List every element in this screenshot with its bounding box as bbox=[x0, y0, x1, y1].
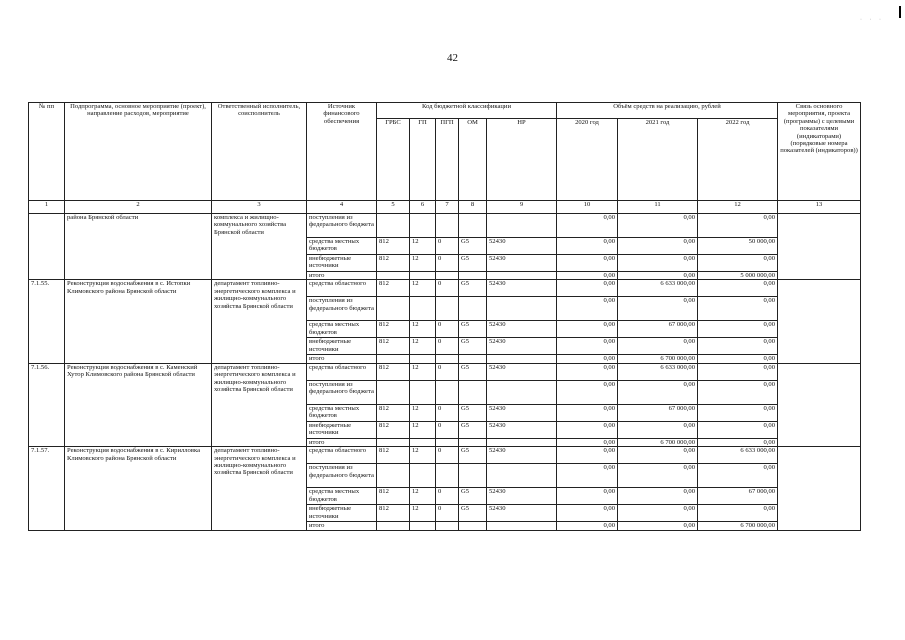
code-pgp: 0 bbox=[436, 505, 459, 522]
funding-source: средства областного bbox=[307, 280, 377, 297]
table-row bbox=[29, 280, 861, 297]
amount-2021: 0,00 bbox=[618, 214, 698, 238]
column-number-cell: 4 bbox=[307, 201, 377, 214]
amount-2020: 0,00 bbox=[557, 505, 618, 522]
funding-source: средства местных бюджетов bbox=[307, 321, 377, 338]
code-grbs bbox=[377, 214, 410, 238]
code-pgp: 0 bbox=[436, 447, 459, 464]
amount-2020: 0,00 bbox=[557, 338, 618, 355]
amount-2020: 0,00 bbox=[557, 522, 618, 530]
column-number-cell: 2 bbox=[65, 201, 212, 214]
amount-2022: 67 000,00 bbox=[698, 488, 778, 505]
code-om: G5 bbox=[459, 255, 487, 272]
code-grbs bbox=[377, 464, 410, 488]
column-number-cell: 13 bbox=[778, 201, 861, 214]
code-nr bbox=[487, 380, 557, 404]
code-om bbox=[459, 272, 487, 280]
code-grbs bbox=[377, 438, 410, 446]
code-om: G5 bbox=[459, 505, 487, 522]
table-row bbox=[29, 447, 861, 464]
amount-2020: 0,00 bbox=[557, 255, 618, 272]
funding-source: поступления из федерального бюджета bbox=[307, 214, 377, 238]
code-pgp: 0 bbox=[436, 363, 459, 380]
amount-2020: 0,00 bbox=[557, 355, 618, 363]
funding-source: средства местных бюджетов bbox=[307, 488, 377, 505]
amount-2021: 67 000,00 bbox=[618, 404, 698, 421]
funding-source: внебюджетные источники bbox=[307, 505, 377, 522]
amount-2020: 0,00 bbox=[557, 464, 618, 488]
funding-source: итого bbox=[307, 272, 377, 280]
funding-source: средства областного bbox=[307, 447, 377, 464]
column-number-cell: 8 bbox=[459, 201, 487, 214]
header-source: Источник финансового обеспечения bbox=[307, 103, 377, 201]
header-executor: Ответственный исполнитель, соисполнитель bbox=[212, 103, 307, 201]
amount-2022: 6 633 000,00 bbox=[698, 447, 778, 464]
header-program: Подпрограмма, основное мероприятие (проект), направление расходов, мероприятие bbox=[65, 103, 212, 201]
budget-table bbox=[28, 102, 861, 531]
code-nr: 52430 bbox=[487, 488, 557, 505]
code-gp bbox=[410, 438, 436, 446]
amount-2022: 0,00 bbox=[698, 404, 778, 421]
amount-2020: 0,00 bbox=[557, 438, 618, 446]
amount-2022: 0,00 bbox=[698, 255, 778, 272]
funding-source: внебюджетные источники bbox=[307, 421, 377, 438]
code-pgp: 0 bbox=[436, 255, 459, 272]
amount-2020: 0,00 bbox=[557, 380, 618, 404]
code-gp: 12 bbox=[410, 280, 436, 297]
code-gp bbox=[410, 380, 436, 404]
code-pgp: 0 bbox=[436, 488, 459, 505]
code-grbs bbox=[377, 355, 410, 363]
code-gp: 12 bbox=[410, 447, 436, 464]
amount-2022: 5 000 000,00 bbox=[698, 272, 778, 280]
code-gp: 12 bbox=[410, 421, 436, 438]
amount-2021: 0,00 bbox=[618, 421, 698, 438]
code-pgp: 0 bbox=[436, 404, 459, 421]
amount-2021: 0,00 bbox=[618, 238, 698, 255]
code-nr bbox=[487, 355, 557, 363]
funding-source: внебюджетные источники bbox=[307, 255, 377, 272]
code-om bbox=[459, 355, 487, 363]
code-pgp bbox=[436, 380, 459, 404]
code-gp: 12 bbox=[410, 488, 436, 505]
indicator-link bbox=[778, 280, 861, 363]
funding-source: итого bbox=[307, 438, 377, 446]
code-nr: 52430 bbox=[487, 421, 557, 438]
code-om bbox=[459, 380, 487, 404]
header-2021: 2021 год bbox=[618, 119, 698, 201]
amount-2022: 0,00 bbox=[698, 505, 778, 522]
header-2022: 2022 год bbox=[698, 119, 778, 201]
code-nr: 52430 bbox=[487, 321, 557, 338]
funding-source: внебюджетные источники bbox=[307, 338, 377, 355]
activity-number: 7.1.55. bbox=[29, 280, 65, 363]
code-om: G5 bbox=[459, 321, 487, 338]
amount-2021: 6 700 000,00 bbox=[618, 438, 698, 446]
code-grbs: 812 bbox=[377, 363, 410, 380]
code-nr bbox=[487, 297, 557, 321]
code-om bbox=[459, 522, 487, 530]
funding-source: средства областного bbox=[307, 363, 377, 380]
code-gp bbox=[410, 214, 436, 238]
code-grbs: 812 bbox=[377, 488, 410, 505]
code-gp: 12 bbox=[410, 363, 436, 380]
code-om: G5 bbox=[459, 338, 487, 355]
header-nr: НР bbox=[487, 119, 557, 201]
amount-2021: 0,00 bbox=[618, 505, 698, 522]
funding-source: поступления из федерального бюджета bbox=[307, 464, 377, 488]
code-gp: 12 bbox=[410, 338, 436, 355]
page-number: 42 bbox=[447, 52, 458, 64]
code-nr: 52430 bbox=[487, 255, 557, 272]
table-row bbox=[29, 363, 861, 380]
column-number-cell: 11 bbox=[618, 201, 698, 214]
amount-2021: 0,00 bbox=[618, 447, 698, 464]
activity-name: Реконструкция водоснабжения в с. Кирилловка Климовского района Брянской области bbox=[65, 447, 212, 530]
amount-2021: 67 000,00 bbox=[618, 321, 698, 338]
activity-executor: департамент топливно-энергетического комплекса и жилищно-коммунального хозяйства Брянской области bbox=[212, 363, 307, 446]
code-pgp: 0 bbox=[436, 338, 459, 355]
amount-2021: 0,00 bbox=[618, 255, 698, 272]
header-budget-code: Код бюджетной классификации bbox=[377, 103, 557, 119]
code-grbs: 812 bbox=[377, 404, 410, 421]
column-number-cell: 12 bbox=[698, 201, 778, 214]
code-om bbox=[459, 438, 487, 446]
amount-2022: 0,00 bbox=[698, 321, 778, 338]
amount-2020: 0,00 bbox=[557, 363, 618, 380]
code-om: G5 bbox=[459, 421, 487, 438]
amount-2020: 0,00 bbox=[557, 297, 618, 321]
code-pgp bbox=[436, 438, 459, 446]
funding-source: поступления из федерального бюджета bbox=[307, 297, 377, 321]
header-link: Связь основного мероприятия, проекта (программы) с целевыми показателями (индикаторами) (порядковые номера показателей (индикаторов)) bbox=[778, 103, 861, 201]
amount-2021: 0,00 bbox=[618, 464, 698, 488]
code-nr: 52430 bbox=[487, 363, 557, 380]
activity-number: 7.1.57. bbox=[29, 447, 65, 530]
code-pgp bbox=[436, 214, 459, 238]
code-grbs: 812 bbox=[377, 238, 410, 255]
code-pgp: 0 bbox=[436, 280, 459, 297]
code-om bbox=[459, 214, 487, 238]
code-om: G5 bbox=[459, 238, 487, 255]
activity-number: 7.1.56. bbox=[29, 363, 65, 446]
code-gp bbox=[410, 272, 436, 280]
amount-2022: 0,00 bbox=[698, 297, 778, 321]
code-grbs bbox=[377, 272, 410, 280]
amount-2022: 0,00 bbox=[698, 438, 778, 446]
column-number-row bbox=[29, 201, 861, 214]
activity-executor: комплекса и жилищно-коммунального хозяйства Брянской области bbox=[212, 214, 307, 280]
amount-2022: 0,00 bbox=[698, 464, 778, 488]
activity-executor: департамент топливно-энергетического комплекса и жилищно-коммунального хозяйства Брянской области bbox=[212, 447, 307, 530]
amount-2021: 0,00 bbox=[618, 297, 698, 321]
amount-2022: 0,00 bbox=[698, 355, 778, 363]
indicator-link bbox=[778, 447, 861, 530]
amount-2022: 0,00 bbox=[698, 214, 778, 238]
amount-2021: 0,00 bbox=[618, 338, 698, 355]
amount-2021: 0,00 bbox=[618, 380, 698, 404]
code-grbs: 812 bbox=[377, 255, 410, 272]
code-om bbox=[459, 297, 487, 321]
amount-2022: 50 000,00 bbox=[698, 238, 778, 255]
amount-2021: 0,00 bbox=[618, 488, 698, 505]
code-nr: 52430 bbox=[487, 505, 557, 522]
indicator-link bbox=[778, 363, 861, 446]
column-number-cell: 1 bbox=[29, 201, 65, 214]
amount-2020: 0,00 bbox=[557, 421, 618, 438]
amount-2020: 0,00 bbox=[557, 238, 618, 255]
funding-source: итого bbox=[307, 522, 377, 530]
amount-2021: 6 633 000,00 bbox=[618, 280, 698, 297]
code-om: G5 bbox=[459, 363, 487, 380]
code-grbs bbox=[377, 522, 410, 530]
funding-source: средства местных бюджетов bbox=[307, 238, 377, 255]
code-nr: 52430 bbox=[487, 338, 557, 355]
amount-2020: 0,00 bbox=[557, 280, 618, 297]
code-nr bbox=[487, 464, 557, 488]
code-grbs: 812 bbox=[377, 321, 410, 338]
amount-2021: 0,00 bbox=[618, 272, 698, 280]
code-grbs: 812 bbox=[377, 421, 410, 438]
amount-2022: 0,00 bbox=[698, 421, 778, 438]
amount-2022: 0,00 bbox=[698, 338, 778, 355]
amount-2022: 0,00 bbox=[698, 380, 778, 404]
activity-number bbox=[29, 214, 65, 280]
header-gp: ГП bbox=[410, 119, 436, 201]
code-nr: 52430 bbox=[487, 447, 557, 464]
column-number-cell: 7 bbox=[436, 201, 459, 214]
header-pgp: ПГП bbox=[436, 119, 459, 201]
header-grbs: ГРБС bbox=[377, 119, 410, 201]
header-num: № пп bbox=[29, 103, 65, 201]
code-gp bbox=[410, 355, 436, 363]
code-nr bbox=[487, 522, 557, 530]
code-grbs bbox=[377, 380, 410, 404]
code-om: G5 bbox=[459, 447, 487, 464]
code-gp bbox=[410, 522, 436, 530]
code-pgp bbox=[436, 297, 459, 321]
code-om: G5 bbox=[459, 404, 487, 421]
column-number-cell: 9 bbox=[487, 201, 557, 214]
code-pgp bbox=[436, 355, 459, 363]
amount-2021: 0,00 bbox=[618, 522, 698, 530]
code-pgp: 0 bbox=[436, 321, 459, 338]
indicator-link bbox=[778, 214, 861, 280]
amount-2020: 0,00 bbox=[557, 272, 618, 280]
code-om: G5 bbox=[459, 488, 487, 505]
scan-edge-mark bbox=[899, 6, 901, 18]
code-grbs: 812 bbox=[377, 338, 410, 355]
code-pgp bbox=[436, 522, 459, 530]
amount-2022: 0,00 bbox=[698, 363, 778, 380]
amount-2020: 0,00 bbox=[557, 447, 618, 464]
code-nr: 52430 bbox=[487, 404, 557, 421]
code-pgp bbox=[436, 464, 459, 488]
activity-executor: департамент топливно-энергетического комплекса и жилищно-коммунального хозяйства Брянской области bbox=[212, 280, 307, 363]
code-nr: 52430 bbox=[487, 280, 557, 297]
amount-2022: 6 700 000,00 bbox=[698, 522, 778, 530]
code-grbs: 812 bbox=[377, 280, 410, 297]
code-pgp: 0 bbox=[436, 421, 459, 438]
column-number-cell: 6 bbox=[410, 201, 436, 214]
funding-source: средства местных бюджетов bbox=[307, 404, 377, 421]
amount-2021: 6 700 000,00 bbox=[618, 355, 698, 363]
table-row bbox=[29, 214, 861, 238]
activity-name: района Брянской области bbox=[65, 214, 212, 280]
scan-noise: · · · bbox=[860, 17, 884, 23]
code-gp: 12 bbox=[410, 321, 436, 338]
funding-source: поступления из федерального бюджета bbox=[307, 380, 377, 404]
code-nr bbox=[487, 272, 557, 280]
code-grbs bbox=[377, 297, 410, 321]
column-number-cell: 10 bbox=[557, 201, 618, 214]
code-om: G5 bbox=[459, 280, 487, 297]
code-gp bbox=[410, 464, 436, 488]
code-gp: 12 bbox=[410, 505, 436, 522]
activity-name: Реконструкция водоснабжения в с. Истопки Климовского района Брянской области bbox=[65, 280, 212, 363]
code-gp bbox=[410, 297, 436, 321]
header-volume: Объём средств на реализацию, рублей bbox=[557, 103, 778, 119]
amount-2020: 0,00 bbox=[557, 214, 618, 238]
funding-source: итого bbox=[307, 355, 377, 363]
header-2020: 2020 год bbox=[557, 119, 618, 201]
activity-name: Реконструкция водоснабжения в с. Каменский Хутор Климовского района Брянской области bbox=[65, 363, 212, 446]
amount-2020: 0,00 bbox=[557, 404, 618, 421]
code-pgp: 0 bbox=[436, 238, 459, 255]
column-number-cell: 3 bbox=[212, 201, 307, 214]
header-om: ОМ bbox=[459, 119, 487, 201]
code-gp: 12 bbox=[410, 238, 436, 255]
code-grbs: 812 bbox=[377, 447, 410, 464]
amount-2021: 6 633 000,00 bbox=[618, 363, 698, 380]
code-grbs: 812 bbox=[377, 505, 410, 522]
amount-2022: 0,00 bbox=[698, 280, 778, 297]
code-nr bbox=[487, 214, 557, 238]
code-nr: 52430 bbox=[487, 238, 557, 255]
amount-2020: 0,00 bbox=[557, 321, 618, 338]
column-number-cell: 5 bbox=[377, 201, 410, 214]
code-pgp bbox=[436, 272, 459, 280]
code-nr bbox=[487, 438, 557, 446]
amount-2020: 0,00 bbox=[557, 488, 618, 505]
code-om bbox=[459, 464, 487, 488]
code-gp: 12 bbox=[410, 404, 436, 421]
code-gp: 12 bbox=[410, 255, 436, 272]
